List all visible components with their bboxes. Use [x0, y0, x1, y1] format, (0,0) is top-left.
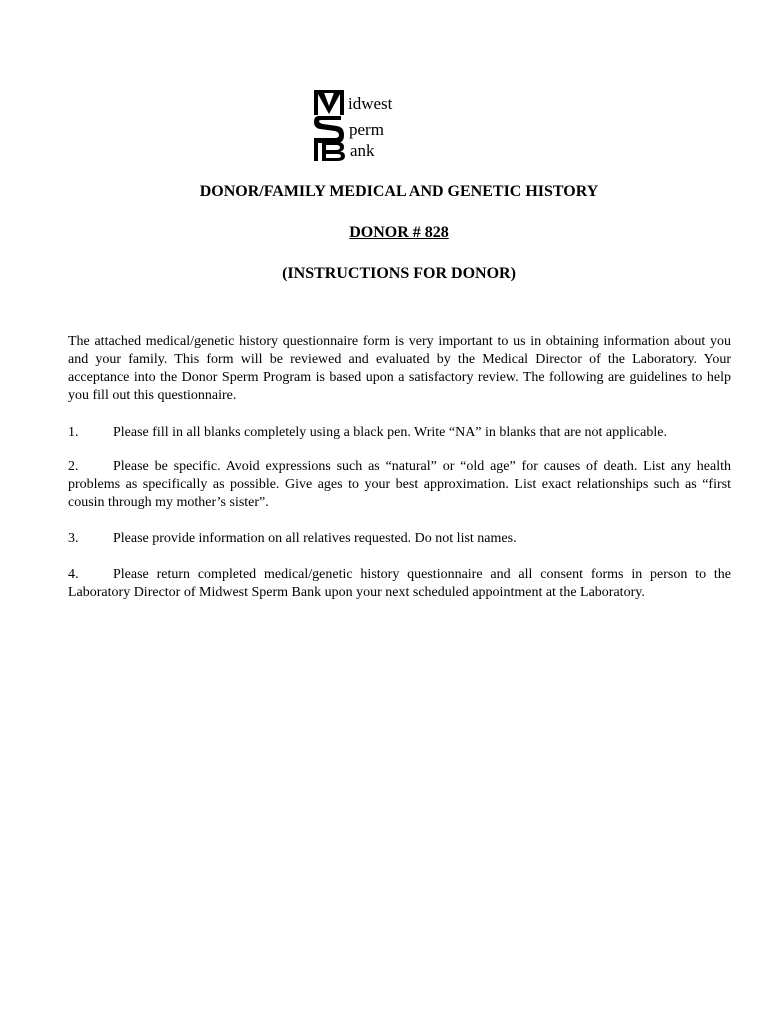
instruction-item: [68, 566, 731, 602]
logo-word-idwest: idwest: [348, 94, 393, 113]
instructions-subtitle: (INSTRUCTIONS FOR DONOR): [282, 265, 516, 282]
instruction-number: 2.: [68, 459, 79, 474]
instruction-number: 4.: [68, 567, 79, 582]
intro-paragraph: The attached medical/genetic history questionnaire form is very important to us in obtaining information about you and your family. This form will be reviewed and evaluated by the Medical Director of the Laboratory. Your acceptance into the Donor Sperm Program is based upon a satisfactory review. The following are guidelines to help you fill out this questionnaire.: [68, 334, 731, 403]
instruction-number: 1.: [68, 425, 79, 440]
donor-number-heading: [14, 224, 770, 242]
instruction-number: 3.: [68, 531, 79, 546]
instruction-text: Please be specific. Avoid expressions such as “natural” or “old age” for causes of death. List any health problems as specifically as possible. Give ages to your best approximation. List exact relationships such as “first cousin through my mother’s sister”.: [68, 459, 731, 510]
logo-word-ank: ank: [350, 141, 375, 160]
instruction-text: Please provide information on all relatives requested. Do not list names.: [113, 531, 517, 546]
instruction-text: Please return completed medical/genetic history questionnaire and all consent forms in person to the Laboratory Director of Midwest Sperm Bank upon your next scheduled appointment at the Laboratory.: [68, 567, 731, 600]
instruction-item: [68, 424, 731, 442]
logo-word-perm: perm: [349, 120, 384, 139]
instruction-item: [68, 458, 731, 512]
instruction-text: Please fill in all blanks completely using a black pen. Write “NA” in blanks that are not applicable.: [113, 425, 667, 440]
instruction-item: [68, 530, 731, 548]
document-title: DONOR/FAMILY MEDICAL AND GENETIC HISTORY: [199, 183, 599, 200]
donor-number-label: DONOR # 828: [349, 224, 449, 241]
midwest-sperm-bank-logo: [313, 88, 433, 162]
